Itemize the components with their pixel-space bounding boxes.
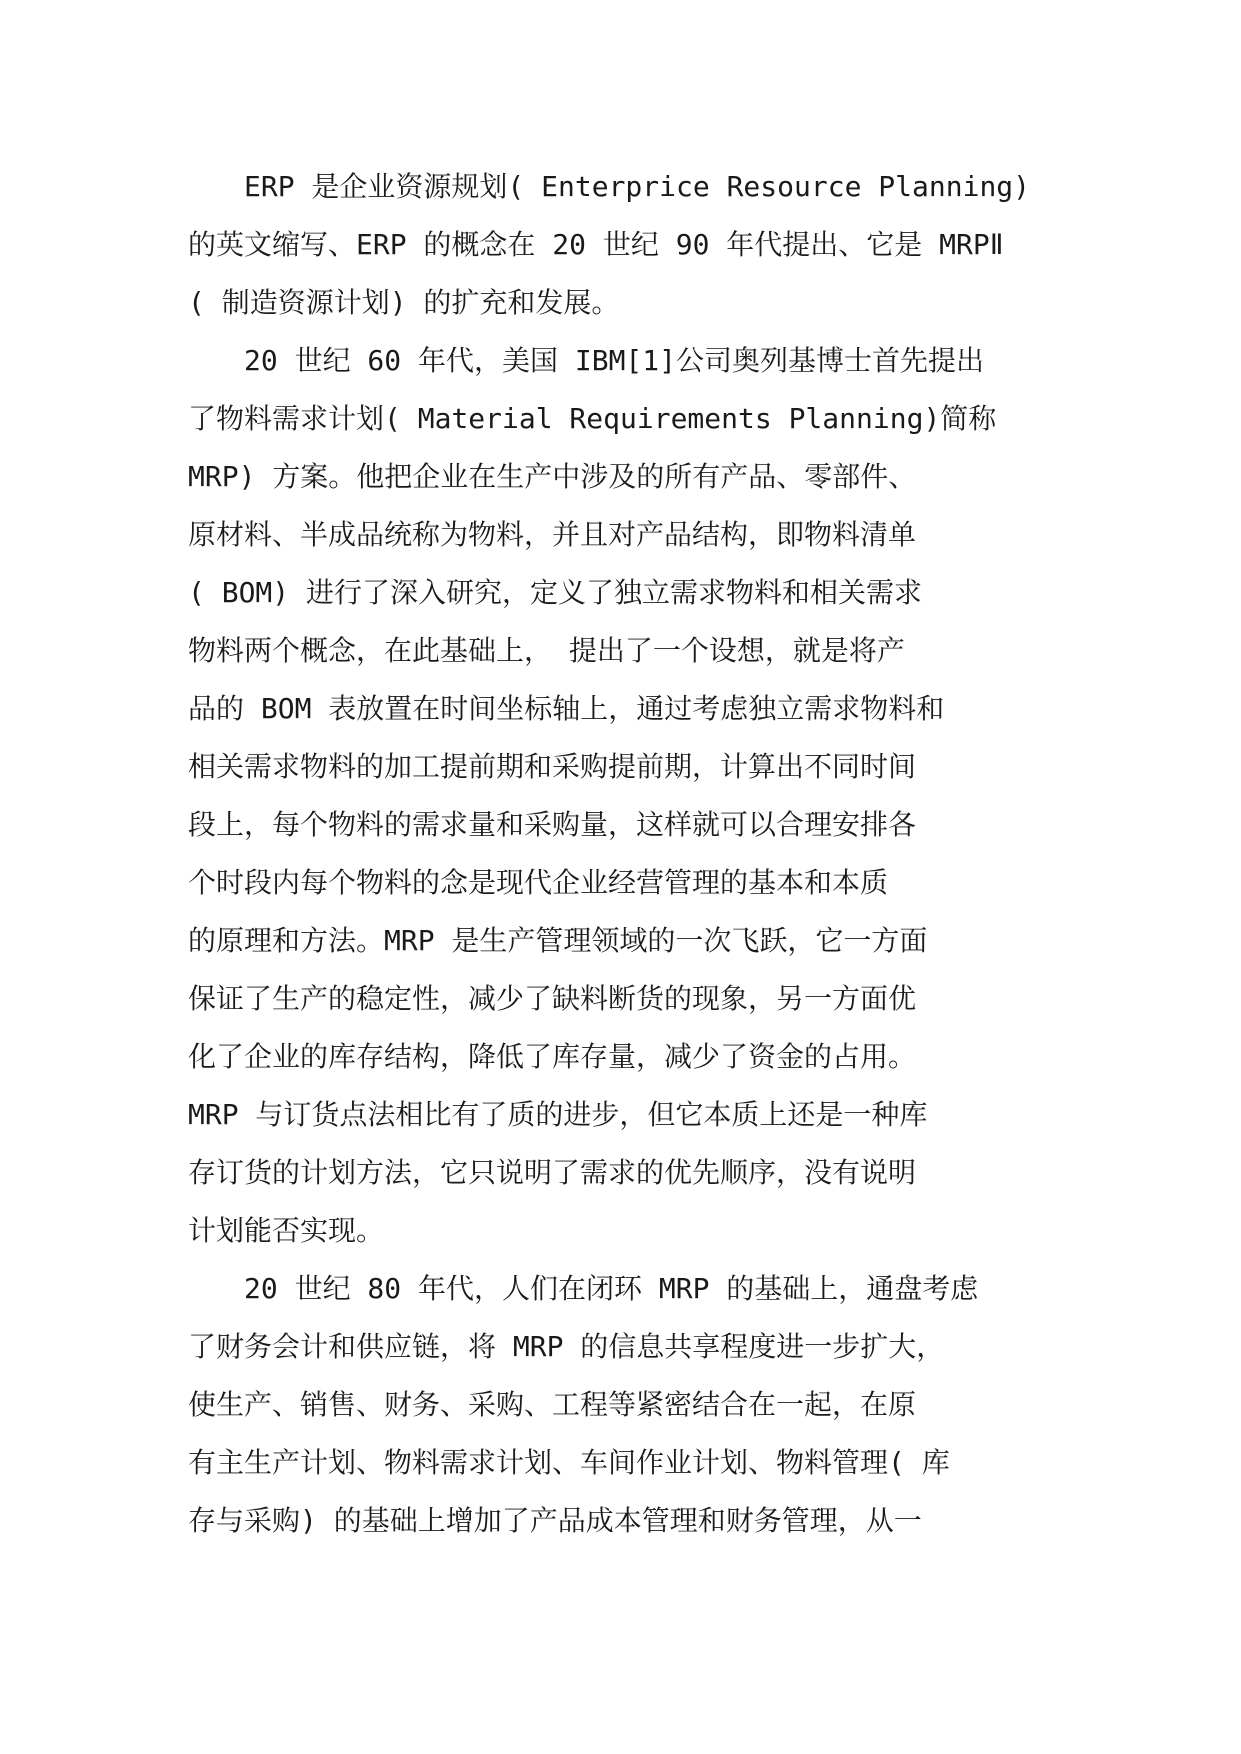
text-line: MRP) 方案。他把企业在生产中涉及的所有产品、零部件、	[188, 460, 917, 493]
text-line: 存与采购) 的基础上增加了产品成本管理和财务管理，从一	[188, 1504, 922, 1537]
text-line: 段上，每个物料的需求量和采购量，这样就可以合理安排各	[188, 808, 917, 841]
text-line: 相关需求物料的加工提前期和采购提前期，计算出不同时间	[188, 750, 917, 783]
text-line: 计划能否实现。	[188, 1214, 385, 1247]
text-line: ( BOM) 进行了深入研究，定义了独立需求物料和相关需求	[188, 576, 923, 609]
document-body	[188, 158, 1058, 1550]
text-line: ( 制造资源计划) 的扩充和发展。	[188, 286, 620, 319]
text-line: 的原理和方法。MRP 是生产管理领域的一次飞跃，它一方面	[188, 924, 928, 957]
text-line: ERP 是企业资源规划( Enterprice Resource Planning)	[188, 170, 1031, 203]
paragraph-erp-definition	[188, 158, 1058, 332]
text-line: 保证了生产的稳定性，减少了缺料断货的现象，另一方面优	[188, 982, 917, 1015]
text-line: 品的 BOM 表放置在时间坐标轴上，通过考虑独立需求物料和	[188, 692, 945, 725]
text-line: 的英文缩写、ERP 的概念在 20 世纪 90 年代提出、它是 MRPⅡ	[188, 228, 1004, 261]
text-line: 有主生产计划、物料需求计划、车间作业计划、物料管理( 库	[188, 1446, 950, 1479]
text-line: MRP 与订货点法相比有了质的进步，但它本质上还是一种库	[188, 1098, 928, 1131]
text-line: 化了企业的库存结构，降低了库存量，减少了资金的占用。	[188, 1040, 917, 1073]
text-line: 20 世纪 60 年代，美国 IBM[1]公司奥列基博士首先提出	[188, 344, 985, 377]
text-line: 原材料、半成品统称为物料，并且对产品结构，即物料清单	[188, 518, 917, 551]
text-line: 个时段内每个物料的念是现代企业经营管理的基本和本质	[188, 866, 889, 899]
paragraph-mrp-history	[188, 332, 1058, 1260]
paragraph-mrp2-history	[188, 1260, 1058, 1550]
text-line: 了物料需求计划( Material Requirements Planning)简称	[188, 402, 997, 435]
text-line: 使生产、销售、财务、采购、工程等紧密结合在一起，在原	[188, 1388, 917, 1421]
text-line: 存订货的计划方法，它只说明了需求的优先顺序，没有说明	[188, 1156, 917, 1189]
text-line: 物料两个概念，在此基础上， 提出了一个设想，就是将产	[188, 634, 905, 667]
text-line: 20 世纪 80 年代，人们在闭环 MRP 的基础上，通盘考虑	[188, 1272, 979, 1305]
text-line: 了财务会计和供应链，将 MRP 的信息共享程度进一步扩大，	[188, 1330, 945, 1363]
